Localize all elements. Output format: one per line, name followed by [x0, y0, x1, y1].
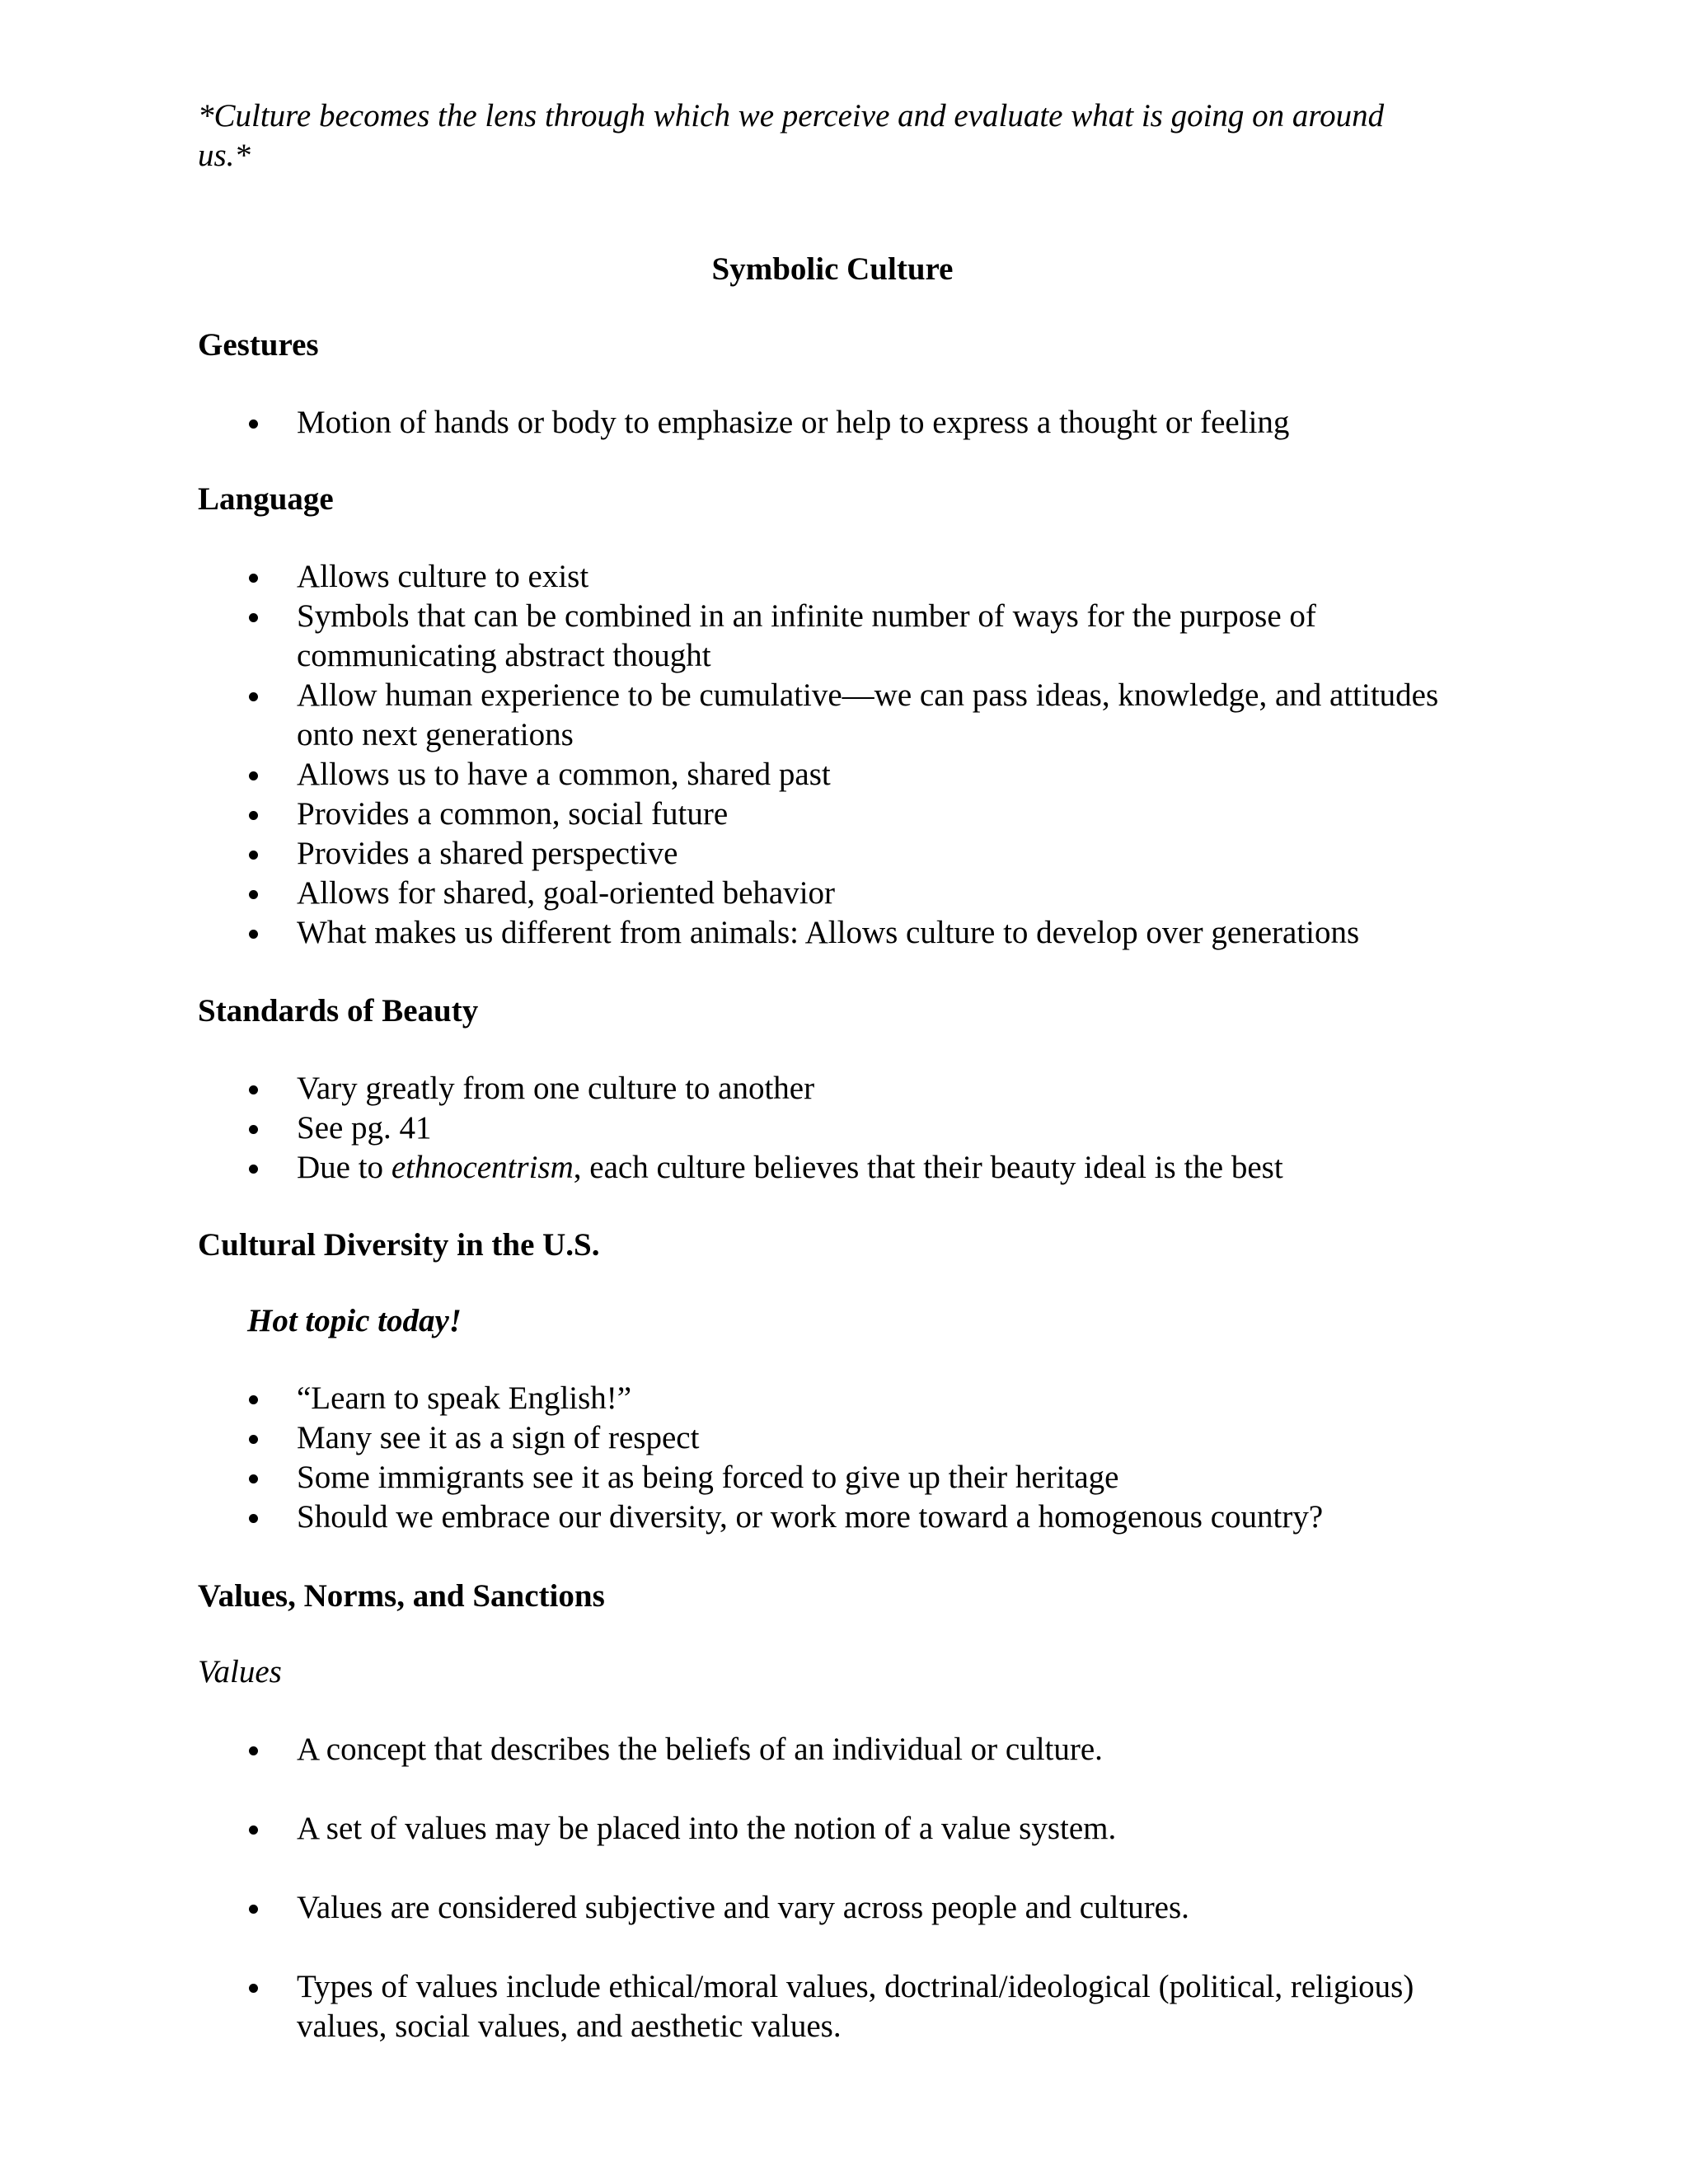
bullet-icon: [249, 1125, 258, 1134]
list-item: Allow human experience to be cumulative—we can pass ideas, knowledge, and attitudes onto next generations: [198, 676, 1484, 755]
values-subheading: Values: [198, 1654, 282, 1690]
bullet-icon: [249, 771, 258, 780]
section-heading-language: Language: [198, 481, 334, 517]
list-item: Types of values include ethical/moral values, doctrinal/ideological (political, religious) values, social values, and aesthetic values.: [198, 1967, 1484, 2046]
bullet-icon: [249, 890, 258, 899]
gestures-list: [198, 403, 1484, 443]
list-item: “Learn to speak English!”: [198, 1379, 1484, 1418]
list-item: Vary greatly from one culture to another: [198, 1069, 1484, 1108]
bullet-icon: [249, 811, 258, 820]
bullet-icon: [249, 1514, 258, 1523]
bullet-icon: [249, 1905, 258, 1914]
list-item: Allows culture to exist: [198, 557, 1484, 597]
diversity-list: [198, 1379, 1484, 1537]
bullet-icon: [249, 1474, 258, 1483]
bullet-icon: [249, 613, 258, 622]
bullet-icon: [249, 930, 258, 939]
diversity-subheading: Hot topic today!: [247, 1303, 462, 1338]
intro-quote: *Culture becomes the lens through which we perceive and evaluate what is going on around us.*: [198, 98, 1385, 173]
list-item: Provides a common, social future: [198, 794, 1484, 834]
list-item: A concept that describes the beliefs of an individual or culture.: [198, 1730, 1484, 1769]
list-item: Motion of hands or body to emphasize or help to express a thought or feeling: [198, 403, 1484, 443]
bullet-icon: [249, 1085, 258, 1094]
list-item: Provides a shared perspective: [198, 834, 1484, 874]
list-item: Some immigrants see it as being forced to give up their heritage: [198, 1458, 1484, 1497]
list-item: Due to ethnocentrism, each culture believes that their beauty ideal is the best: [198, 1148, 1484, 1188]
ethnocentrism-term: ethnocentrism: [391, 1150, 574, 1185]
bullet-icon: [249, 1825, 258, 1835]
list-item: Allows for shared, goal-oriented behavior: [198, 874, 1484, 913]
bullet-icon: [249, 419, 258, 429]
list-item: Values are considered subjective and vary across people and cultures.: [198, 1888, 1484, 1928]
bullet-icon: [249, 1984, 258, 1993]
section-heading-gestures: Gestures: [198, 327, 319, 363]
values-list: [198, 1730, 1484, 2046]
list-item: See pg. 41: [198, 1108, 1484, 1148]
section-heading-values-norms: Values, Norms, and Sanctions: [198, 1578, 605, 1614]
document-page: [198, 96, 1484, 2044]
bullet-icon: [249, 692, 258, 701]
section-heading-beauty: Standards of Beauty: [198, 993, 479, 1029]
bullet-icon: [249, 1435, 258, 1444]
bullet-icon: [249, 1395, 258, 1404]
bullet-icon: [249, 851, 258, 860]
bullet-icon: [249, 1746, 258, 1755]
bullet-icon: [249, 1165, 258, 1174]
page-title: Symbolic Culture: [711, 251, 954, 287]
section-heading-diversity: Cultural Diversity in the U.S.: [198, 1227, 600, 1263]
list-item: A set of values may be placed into the notion of a value system.: [198, 1809, 1484, 1849]
list-item: Many see it as a sign of respect: [198, 1418, 1484, 1458]
beauty-list: [198, 1069, 1484, 1188]
language-list: [198, 557, 1484, 953]
list-item: Symbols that can be combined in an infinite number of ways for the purpose of communicating abstract thought: [198, 597, 1484, 676]
list-item: Should we embrace our diversity, or work more toward a homogenous country?: [198, 1497, 1484, 1537]
list-item: Allows us to have a common, shared past: [198, 755, 1484, 794]
list-item: What makes us different from animals: Allows culture to develop over generations: [198, 913, 1484, 953]
bullet-icon: [249, 574, 258, 583]
